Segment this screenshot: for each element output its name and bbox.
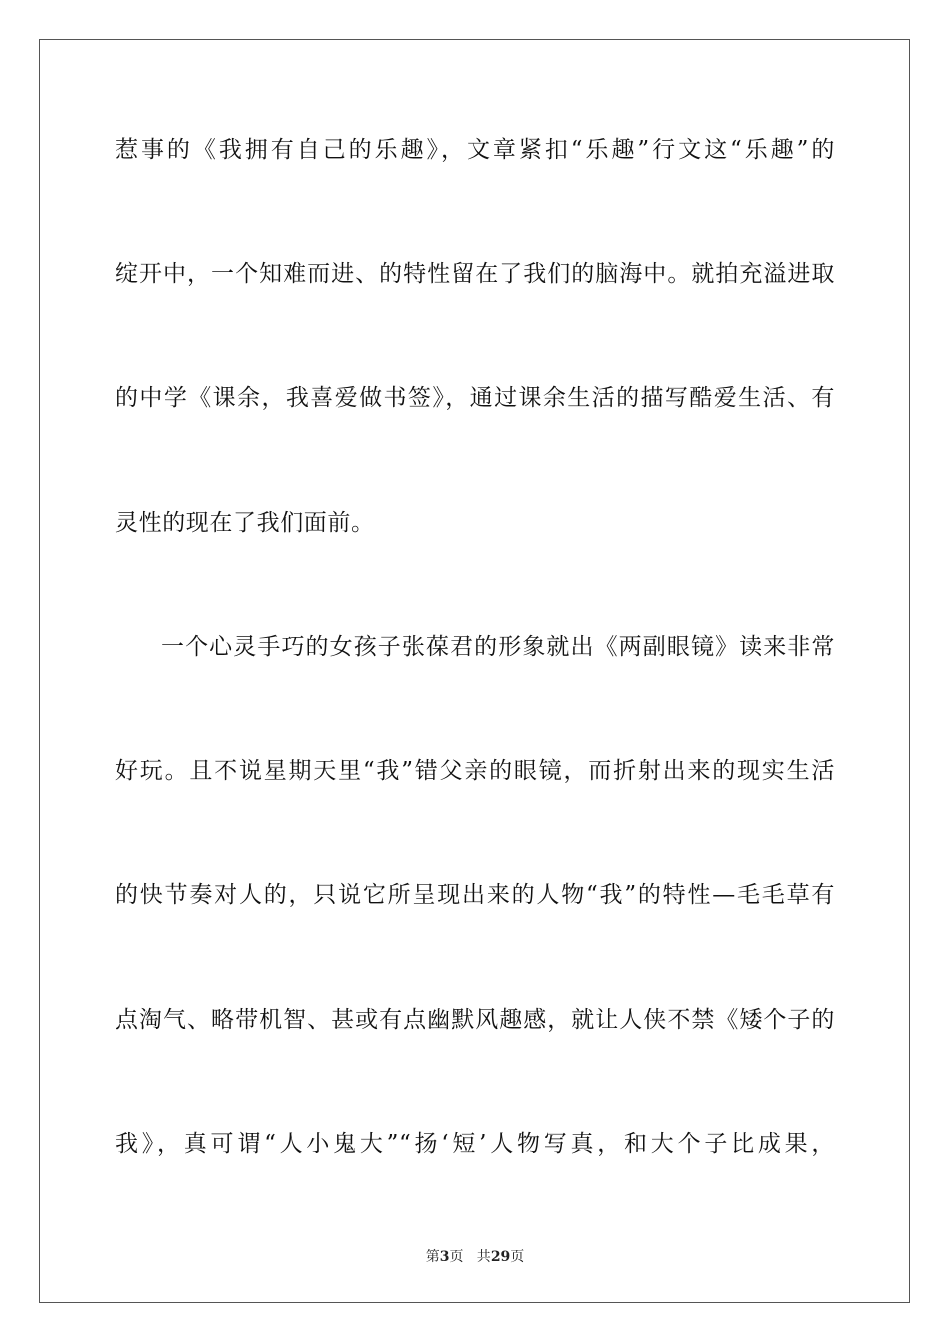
footer-total-pages: 29 (490, 1249, 511, 1265)
footer-mid: 页 共 (449, 1249, 491, 1265)
paragraph-line-2: 绽开中，一个知难而进、的特性留在了我们的脑海中。就拍充溢进取 (115, 261, 835, 287)
paragraph-line-4: 灵性的现在了我们面前。 (115, 510, 375, 536)
footer-suffix: 页 (510, 1249, 525, 1265)
paragraph-line-7: 的快节奏对人的，只说它所呈现出来的人物“我”的特性—毛毛草有 (115, 882, 835, 908)
paragraph-line-6: 好玩。且不说星期天里“我”错父亲的眼镜，而折射出来的现实生活 (115, 758, 835, 784)
paragraph-line-8: 点淘气、略带机智、甚或有点幽默风趣感，就让人侠不禁《矮个子的 (115, 1007, 835, 1033)
paragraph-line-5: 一个心灵手巧的女孩子张葆君的形象就出《两副眼镜》读来非常 (161, 634, 835, 660)
page-border (39, 39, 910, 1303)
footer-page-number: 3 (439, 1249, 450, 1265)
paragraph-line-3: 的中学《课余，我喜爱做书签》，通过课余生活的描写酷爱生活、有 (115, 385, 835, 411)
footer-prefix: 第 (425, 1249, 440, 1265)
page-footer (0, 1248, 950, 1266)
paragraph-line-9: 我》，真可谓“人小鬼大”“扬‘短’人物写真，和大个子比成果， (115, 1131, 835, 1157)
paragraph-line-1: 惹事的《我拥有自己的乐趣》，文章紧扣“乐趣”行文这“乐趣”的 (115, 137, 835, 163)
